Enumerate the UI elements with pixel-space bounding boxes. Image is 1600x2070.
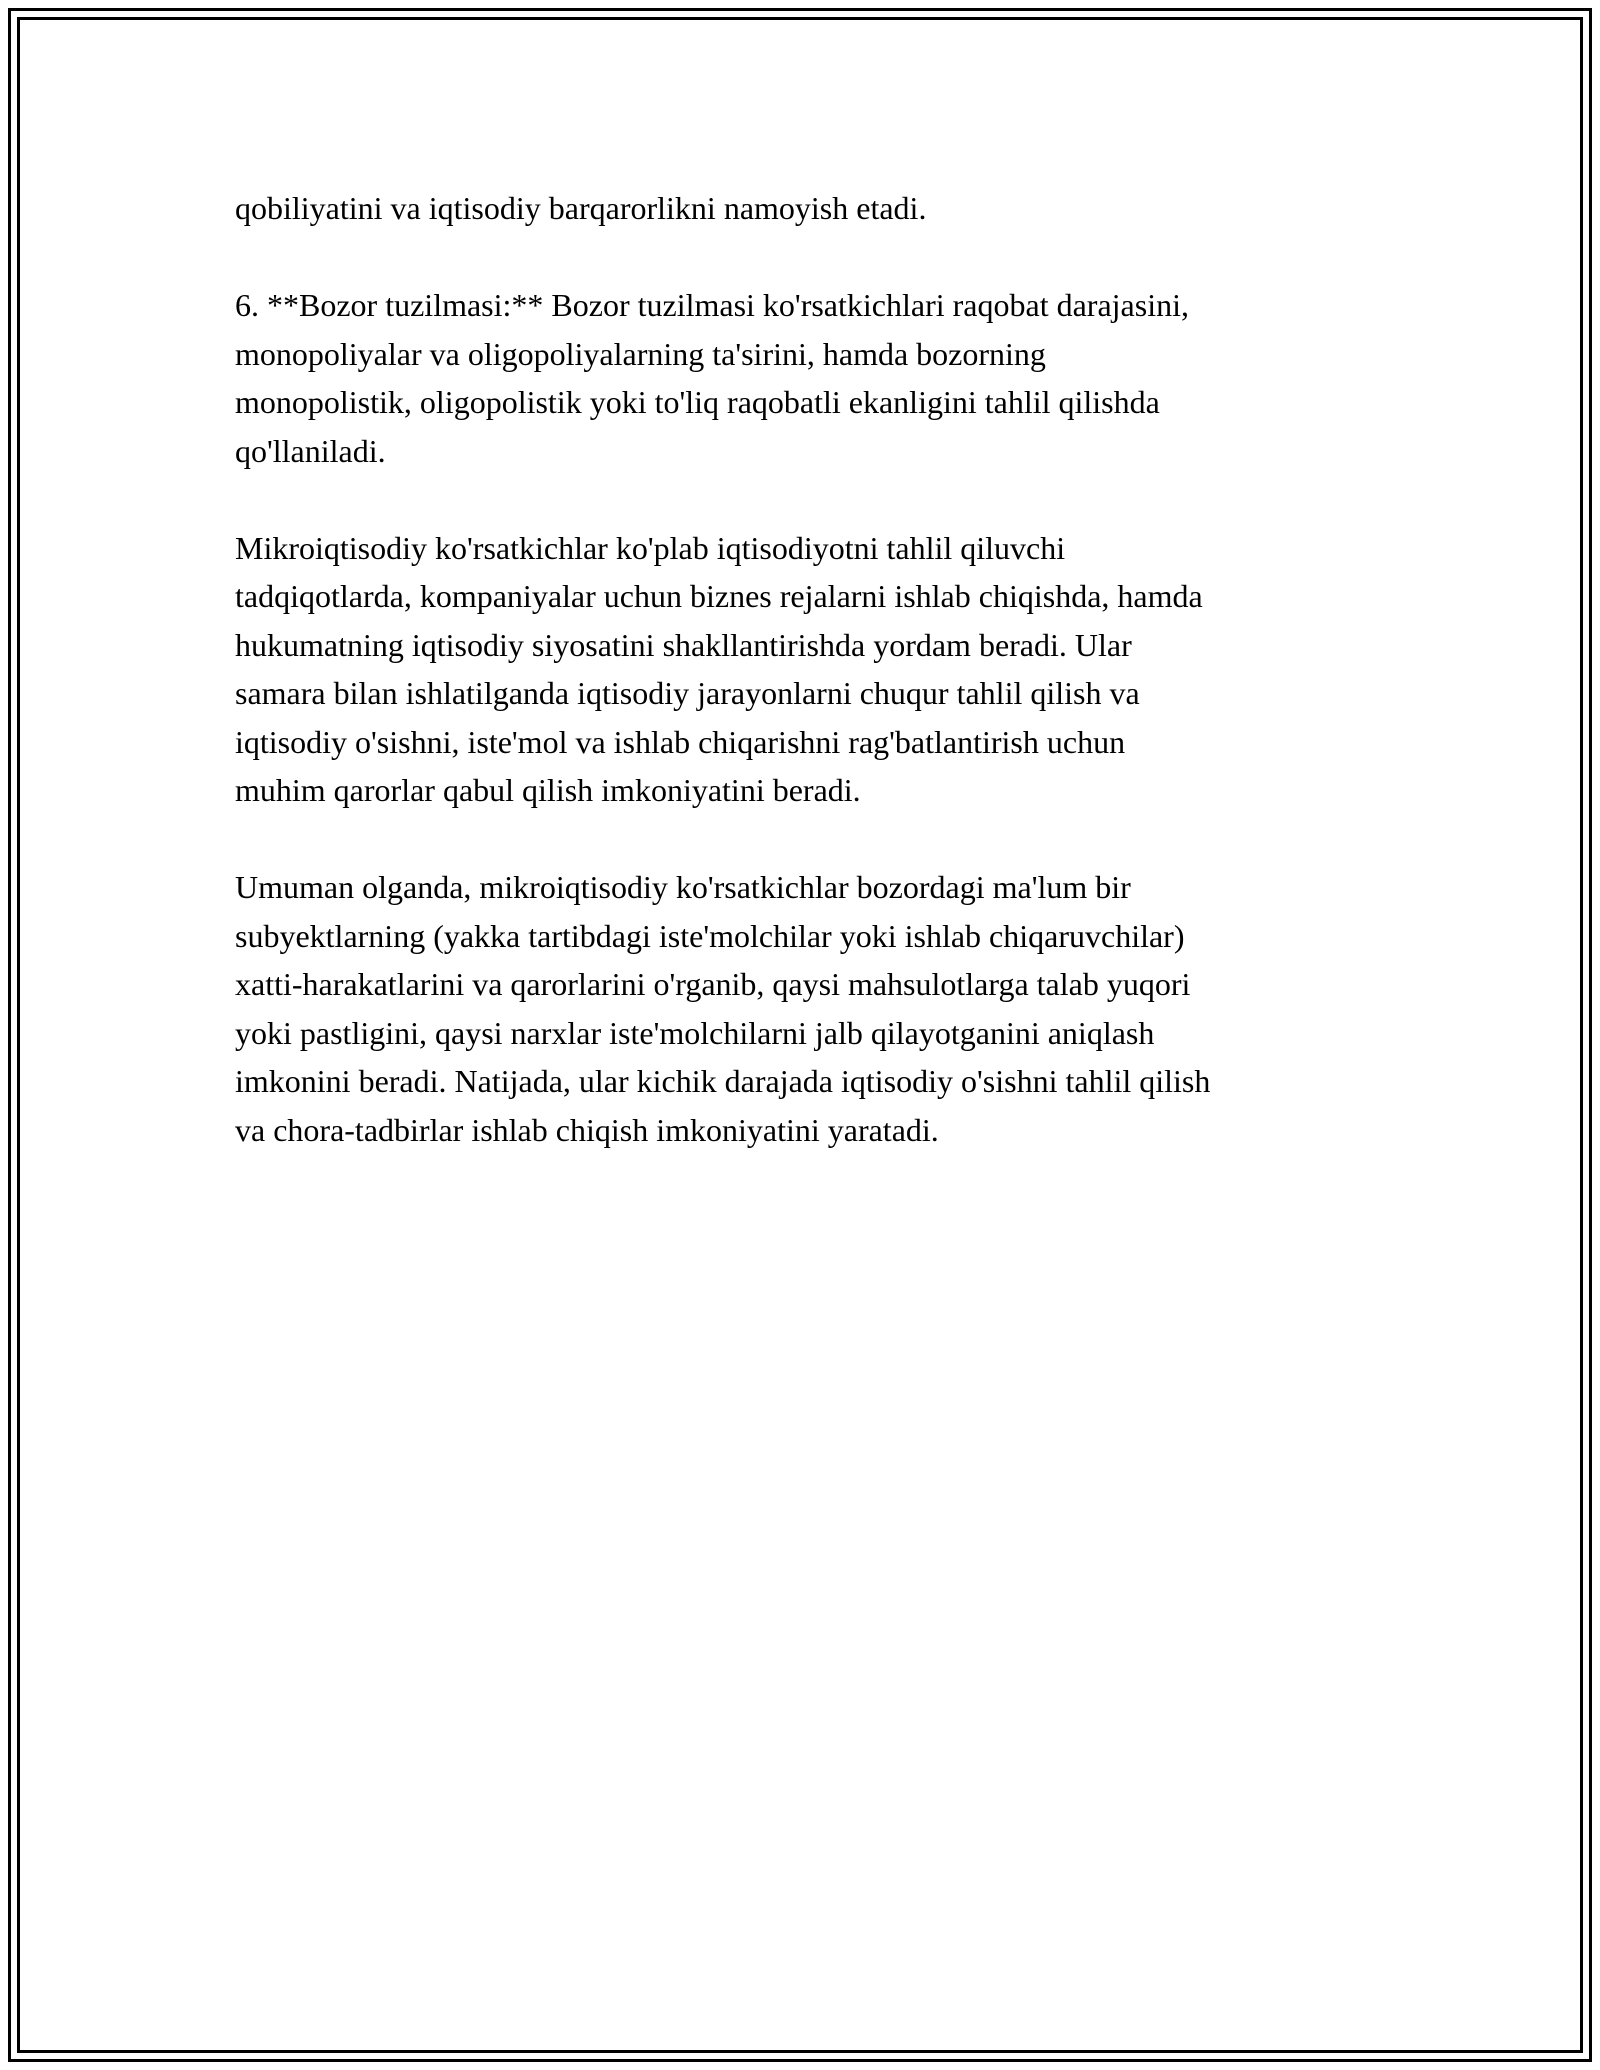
paragraph-market-structure [235, 281, 1370, 475]
text-line: samara bilan ishlatilganda iqtisodiy jarayonlarni chuqur tahlil qilish va [235, 675, 1140, 711]
text-line: qo'llaniladi. [235, 432, 386, 469]
text-line: yoki pastligini, qaysi narxlar iste'molchilarni jalb qilayotganini aniqlash [235, 1014, 1155, 1051]
text-line: muhim qarorlar qabul qilish imkoniyatini beradi. [235, 772, 861, 808]
text-line: monopoliyalar va oligopoliyalarning ta'sirini, hamda bozorning [235, 335, 1046, 372]
text-line: tadqiqotlarda, kompaniyalar uchun biznes rejalarni ishlab chiqishda, hamda [235, 578, 1203, 614]
paragraph-indicators-usage [235, 524, 1370, 815]
document-body [235, 184, 1370, 1203]
text-line: Umuman olganda, mikroiqtisodiy ko'rsatkichlar bozordagi ma'lum bir [235, 869, 1131, 905]
text-line: imkonini beradi. Natijada, ular kichik darajada iqtisodiy o'sishni tahlil qilish [235, 1063, 1211, 1099]
text-line: xatti-harakatlarini va qarorlarini o'rganib, qaysi mahsulotlarga talab yuqori [235, 966, 1191, 1002]
text-line: va chora-tadbirlar ishlab chiqish imkoniyatini yaratadi. [235, 1111, 939, 1148]
text-line: subyektlarning (yakka tartibdagi iste'molchilar yoki ishlab chiqaruvchilar) [235, 917, 1185, 954]
text-line: qobiliyatini va iqtisodiy barqarorlikni namoyish etadi. [235, 190, 927, 226]
text-line: hukumatning iqtisodiy siyosatini shakllantirishda yordam beradi. Ular [235, 626, 1132, 663]
text-line: 6. **Bozor tuzilmasi:** Bozor tuzilmasi ko'rsatkichlari raqobat darajasini, [235, 287, 1189, 323]
text-line: Mikroiqtisodiy ko'rsatkichlar ko'plab iqtisodiyotni tahlil qiluvchi [235, 529, 1066, 566]
text-line: monopolistik, oligopolistik yoki to'liq raqobatli ekanligini tahlil qilishda [235, 384, 1160, 420]
text-line: iqtisodiy o'sishni, iste'mol va ishlab chiqarishni rag'batlantirish uchun [235, 723, 1126, 760]
paragraph-conclusion [235, 863, 1370, 1154]
paragraph-continuation [235, 184, 1370, 233]
